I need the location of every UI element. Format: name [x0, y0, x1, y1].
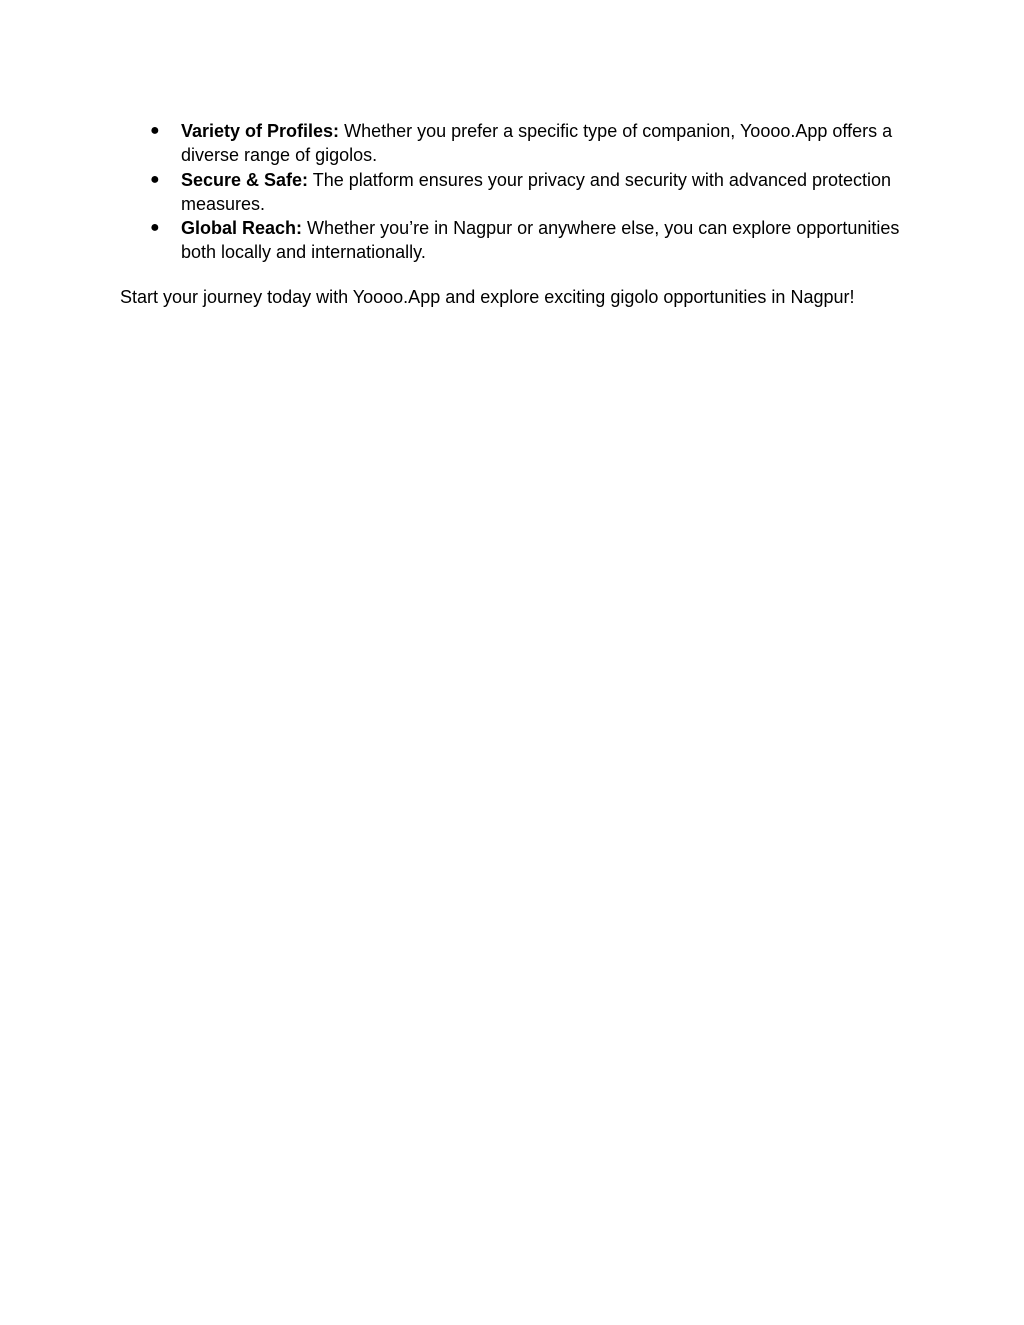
feature-item-secure — [150, 168, 901, 217]
feature-title: Global Reach: — [181, 218, 303, 239]
feature-text: Whether you prefer a specific type of companion, Yoooo.App offers a diverse range of gigolos. — [181, 121, 893, 166]
closing-paragraph: Start your journey today with Yoooo.App and explore exciting gigolo opportunities in Nagpur! — [120, 287, 855, 307]
feature-title: Variety of Profiles: — [181, 121, 340, 141]
feature-list — [150, 119, 901, 265]
bullet-icon: ● — [150, 170, 160, 188]
feature-text: The platform ensures your privacy and security with advanced protection measures. — [181, 169, 892, 214]
feature-item-global — [150, 216, 901, 265]
feature-item-variety — [150, 119, 901, 168]
feature-text: Whether you’re in Nagpur or anywhere else, you can explore opportunities both locally and internationally. — [181, 218, 900, 263]
bullet-icon: ● — [150, 122, 160, 139]
bullet-icon: ● — [150, 219, 160, 237]
feature-title: Secure & Safe: — [181, 169, 309, 190]
